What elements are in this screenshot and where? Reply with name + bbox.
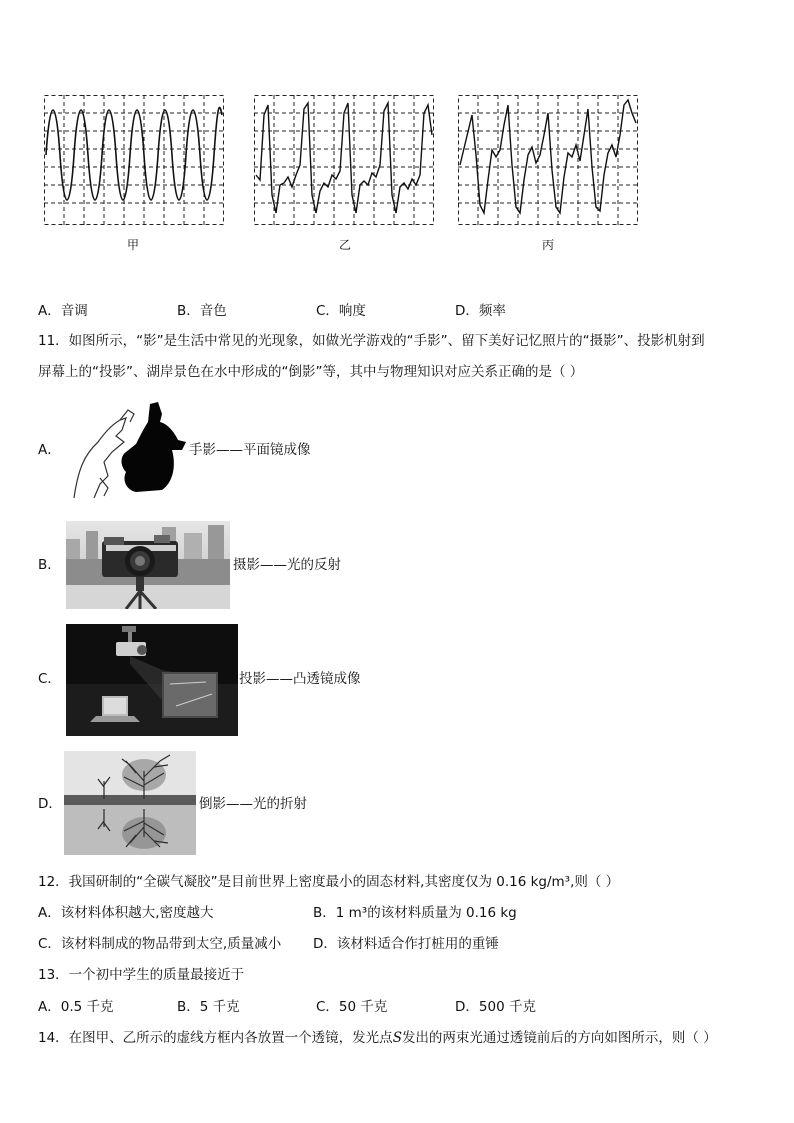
waveform-bing	[458, 95, 638, 225]
q14-stem-before: 14．在图甲、乙所示的虚线方框内各放置一个透镜，发光点	[38, 1030, 393, 1046]
q12-option-c[interactable]: C．该材料制成的物品带到太空,质量减小	[38, 936, 282, 952]
q10-option-d[interactable]: D．频率	[455, 303, 506, 319]
q11-option-c-caption: 投影——凸透镜成像	[239, 671, 361, 687]
q13-option-c[interactable]: C．50 千克	[316, 999, 388, 1015]
waveform-jia	[44, 95, 224, 225]
q12-option-d[interactable]: D．该材料适合作打桩用的重锤	[313, 936, 499, 952]
q12-stem: 12．我国研制的“全碳气凝胶”是目前世界上密度最小的固态材料,其密度仅为 0.16 kg/m³,则（ ）	[38, 874, 620, 890]
q13-option-a[interactable]: A．0.5 千克	[38, 999, 114, 1015]
q12-option-b[interactable]: B．1 m³的该材料质量为 0.16 kg	[313, 905, 517, 921]
q11-option-d-caption: 倒影——光的折射	[199, 796, 307, 812]
q11-stem-line2: 屏幕上的“投影”、湖岸景色在水中形成的“倒影”等，其中与物理知识对应关系正确的是（ ）	[38, 364, 584, 380]
waveform-label-jia: 甲	[127, 238, 140, 252]
q14-stem-after: 发出的两束光通过透镜前后的方向如图所示，则（ ）	[401, 1030, 717, 1046]
waveform-label-yi: 乙	[339, 238, 352, 252]
q14-stem	[38, 1028, 717, 1048]
q11-stem-line1: 11．如图所示，“影”是生活中常见的光现象，如做光学游戏的“手影”、留下美好记忆照片的“摄影”、投影机射到	[38, 333, 705, 349]
hand-shadow-image	[64, 400, 186, 500]
q13-option-d[interactable]: D．500 千克	[455, 999, 536, 1015]
reflection-image	[64, 751, 196, 855]
q11-option-a-letter[interactable]: A．	[38, 442, 61, 458]
waveform-label-bing: 丙	[542, 238, 555, 252]
q10-option-c[interactable]: C．响度	[316, 303, 366, 319]
q13-option-b[interactable]: B．5 千克	[177, 999, 240, 1015]
projector-image	[66, 624, 238, 736]
q10-option-b[interactable]: B．音色	[177, 303, 227, 319]
q11-option-a-caption: 手影——平面镜成像	[189, 442, 311, 458]
q10-option-a[interactable]: A．音调	[38, 303, 88, 319]
q11-option-d-letter[interactable]: D．	[38, 796, 62, 812]
q11-option-b-caption: 摄影——光的反射	[233, 557, 341, 573]
q13-stem: 13．一个初中学生的质量最接近于	[38, 967, 245, 983]
q14-point-s: S	[392, 1030, 402, 1046]
camera-photo-image	[66, 521, 230, 609]
q12-option-a[interactable]: A．该材料体积越大,密度越大	[38, 905, 214, 921]
waveform-yi	[254, 95, 434, 225]
q11-option-c-letter[interactable]: C．	[38, 671, 61, 687]
q11-option-b-letter[interactable]: B．	[38, 557, 61, 573]
